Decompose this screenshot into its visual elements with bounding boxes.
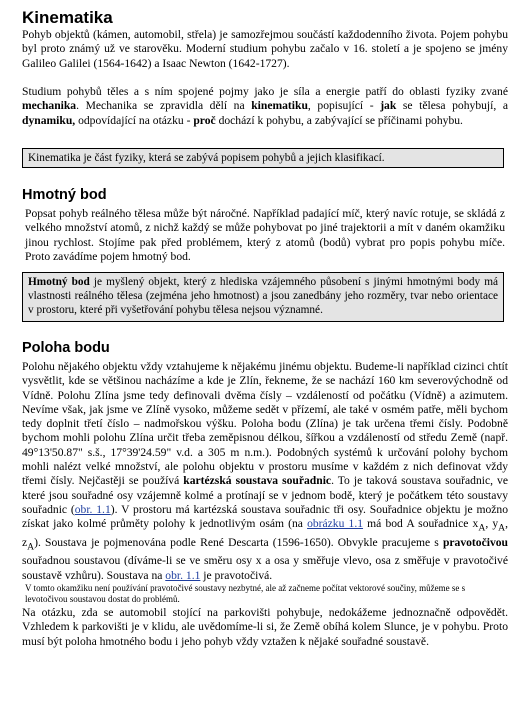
term-mechanika: mechanika (22, 99, 77, 113)
text: . Mechanika se zpravidla dělí na (76, 99, 252, 113)
term-kartezska-soustava: kartézská soustava souřadnic (183, 474, 332, 488)
text: , y (485, 517, 499, 531)
heading-kinematika: Kinematika (22, 8, 113, 27)
heading-hmotny-bod: Hmotný bod (22, 187, 107, 203)
kinematika-paragraph-1: Pohyb objektů (kámen, automobil, střela) je samozřejmou součástí každodenního života. Pojem pohybu byl proto známý už ve starověku. Moderní studium pohybu začalo v 16. století a je spojeno se jmény Galileo Galilei (1564-1642) a Isaac Newton (1642-1727). (22, 28, 508, 70)
figure-link[interactable]: obr. 1.1 (74, 502, 111, 516)
poloha-bodu-paragraph-1 (22, 360, 508, 583)
poloha-bodu-paragraph-2: Na otázku, zda se automobil stojící na parkovišti pohybuje, nedokážeme jednoznačně odpovědět. Vzhledem k parkovišti je v klidu, ale uvědomíme-li si, že Země obíhá kolem Slunce, je v pohybu. Proto musí být poloha hmotného bodu i jeho pohyb vždy vztažen k nějaké souřadné soustavě. (22, 606, 508, 648)
text: , popisující - (307, 99, 381, 113)
subscript: A (478, 522, 486, 534)
term-hmotny-bod: Hmotný bod (28, 276, 90, 288)
text: je pravotočivá. (200, 568, 273, 582)
figure-link[interactable]: obr. 1.1 (165, 568, 201, 582)
subscript: A (27, 541, 35, 553)
text: odpovídající na otázku - (75, 113, 194, 127)
kinematika-paragraph-2 (22, 85, 508, 128)
heading-poloha-bodu: Poloha bodu (22, 340, 110, 356)
term-proc: proč (193, 113, 216, 127)
hmotny-bod-paragraph: Popsat pohyb reálného tělesa může být náročné. Například padající míč, který navíc rotuje, se skládá z velkého množství atomů, z nichž každý se může pohybovat po jiné trajektorii a mít v daném okamžiku jinou rychlost. Stojíme pak před problémem, který z atomů (bodů) vybrat pro popis pohybu míče. Proto zavádíme pojem hmotný bod. (25, 207, 505, 263)
definition-box-hmotny-bod (22, 272, 504, 322)
text: se tělesa pohybují, a (396, 99, 508, 113)
text: ). Soustava je pojmenována podle René Descarta (1596-1650). Obvykle pracujeme s (34, 535, 443, 549)
term-jak: jak (380, 99, 397, 113)
text: Studium pohybů těles a s ním spojené pojmy jako je síla a energie patří do oblasti fyziky zvané (22, 85, 508, 98)
text: souřadnou soustavou (díváme-li se ve směru osy x a osa y směřuje vlevo, osa z směřuje v pravotočivé soustavě vzhůru). Soustava na (22, 554, 508, 582)
text: . To je taková soustava souřadnic, ve které jsou souřadné osy vzájemně kolmé a protínají se v jednom bodě, který je počátkem této soustavy souřadnic ( (22, 474, 508, 516)
term-pravotociva: pravotočivou (442, 535, 508, 549)
definition-box-kinematika: Kinematika je část fyziky, která se zabývá popisem pohybů a jejich klasifikací. (22, 148, 504, 168)
figure-link[interactable]: obrázku 1.1 (307, 517, 364, 531)
text: má bod A souřadnice x (363, 517, 479, 531)
text: ). V prostoru má kartézská soustava souřadnic tři osy. Souřadnice objektu je možno získat jako kolmé průměty polohy k jednotlivým osám (na (22, 502, 508, 531)
text: , z (22, 517, 509, 549)
footnote: V tomto okamžiku není používání pravotočivé soustavy nezbytné, ale až začneme počítat vektorové součiny, můžeme se s levotočivou soustavou dostat do problémů. (25, 583, 466, 604)
term-dynamika: dynamiku, (22, 113, 76, 127)
definition-text: je myšlený objekt, který z hlediska vzájemného působení s jinými hmotnými body má vlastnosti reálného tělesa (zejména jeho hmotnost) a jsou zanedbány jeho rozměry, tvar nebo orientace v prostoru, které při vyšetřování pohybu tělesa nejsou významné. (28, 276, 499, 316)
text: Polohu nějakého objektu vždy vztahujeme k nějakému jinému objektu. Budeme-li například cizinci chtít vysvětlit, kde se většinou nacházíme a kde je Zlín, řekneme, že se nachází 160 km severovýchodně od Vídně. Polohu Zlína jsme tedy definovali dvěma čísly – vzdáleností od počátku (Vídně) a azimutem. Nevíme však, jak jsme ve Zlíně vysoko, můžeme sedět v přízemí, ale také v osmém patře, měli bychom tedy doplnit třetí číslo – nadmořskou výšku. Poloha bodu (Zlína) je tak určena třemi čísly. Podobně bychom mohli polohu Zlína určit třeba zeměpisnou délkou, šířkou a vzdáleností od středu Země (např. 49°13'50.87" s.š., 17°39'24.59" v.d. a 305 m n.m.). Podobných systémů k určování polohy bychom mohli nalézt velké množství, ale polohu objektu v prostoru musíme v každém z nich definovat vždy třemi čísly. Nejčastěji se používá (22, 360, 508, 488)
text: dochází k pohybu, a zabývající se příčinami pohybu. (215, 113, 463, 127)
subscript: A (498, 522, 506, 534)
term-kinematika: kinematiku (251, 99, 308, 113)
